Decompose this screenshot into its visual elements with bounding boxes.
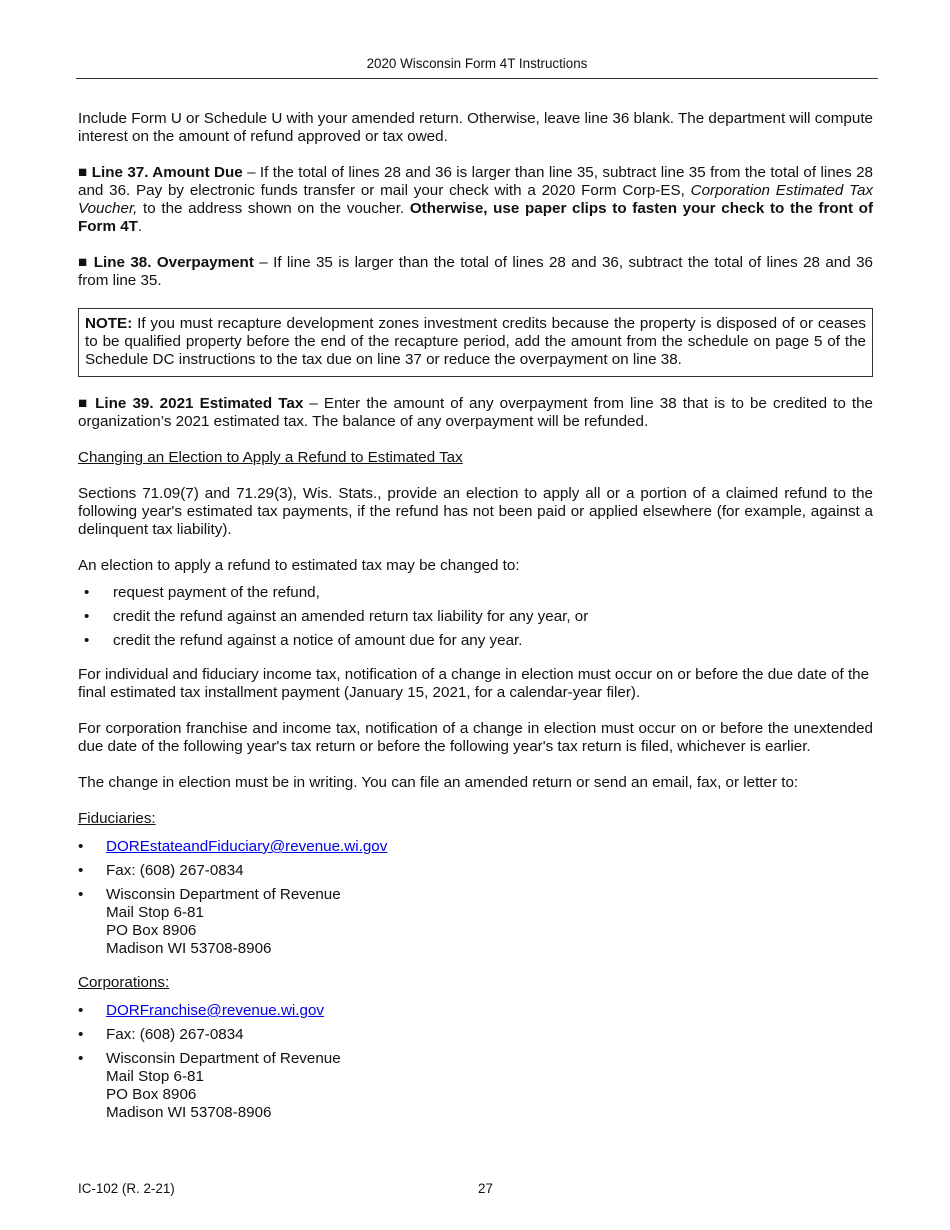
election-paragraph-5: The change in election must be in writing. You can file an amended return or send an email, fax, or letter to: xyxy=(78,774,799,791)
line-39-paragraph xyxy=(78,395,873,431)
election-paragraph-3: For individual and fiduciary income tax, notification of a change in election must occur on or before the due date of the final estimated tax installment payment (January 15, 2021, for a calendar-year filer). xyxy=(78,666,870,701)
election-paragraph-2: An election to apply a refund to estimated tax may be changed to: xyxy=(78,557,520,574)
election-heading-text: Changing an Election to Apply a Refund to Estimated Tax xyxy=(78,449,463,466)
note-text: If you must recapture development zones investment credits because the property is disposed of or ceases to be qualified property before the end of the recapture period, add the amount from the schedule on page 5 of the Schedule DC instructions to the tax due on line 37 or reduce the overpayment on line 38. xyxy=(85,315,866,368)
corporations-heading-text: Corporations: xyxy=(78,974,170,991)
list-item: • credit the refund against a notice of amount due for any year. xyxy=(78,632,873,650)
form-id: IC-102 (R. 2-21) xyxy=(78,1181,175,1196)
fiduciaries-email-link[interactable]: DOREstateandFiduciary@revenue.wi.gov xyxy=(106,838,388,855)
line-39-text: – Enter the amount of any overpayment from line 38 that is to be credited to the organization’s 2021 estimated tax. The balance of any overpayment will be refunded. xyxy=(78,395,873,430)
election-options-list xyxy=(78,584,873,650)
address-line: Madison WI 53708-8906 xyxy=(106,940,272,957)
line-39-heading: Line 39. 2021 Estimated Tax xyxy=(95,395,304,412)
page-header: 2020 Wisconsin Form 4T Instructions xyxy=(366,56,588,71)
line-38-text: – If line 35 is larger than the total of lines 28 and 36, subtract the total of lines 28 and 36 from line 35. xyxy=(78,254,873,289)
note-label: NOTE: xyxy=(85,315,133,332)
election-heading xyxy=(78,449,873,467)
line-37-paragraph xyxy=(78,164,873,236)
page-number: 27 xyxy=(478,1181,493,1196)
fiduciaries-heading xyxy=(78,810,873,828)
list-item: • credit the refund against an amended return tax liability for any year, or xyxy=(78,608,873,626)
address-line: • Wisconsin Department of Revenue xyxy=(106,1050,341,1067)
list-item: • request payment of the refund, xyxy=(78,584,873,602)
list-item: • Fax: (608) 267-0834 xyxy=(78,862,873,880)
note-box xyxy=(78,308,873,377)
line-37-heading: Line 37. Amount Due xyxy=(91,164,243,181)
address-line: Mail Stop 6-81 xyxy=(106,904,204,921)
list-item xyxy=(78,838,873,856)
square-bullet-icon: ■ xyxy=(78,254,94,271)
election-paragraph-4: For corporation franchise and income tax, notification of a change in election must occur on or before the unextended due date of the following year's tax return or before the following year's tax return is filed, whichever is earlier. xyxy=(78,720,873,755)
election-paragraph-1: Sections 71.09(7) and 71.29(3), Wis. Stats., provide an election to apply all or a portion of a claimed refund to the following year's estimated tax payments, if the refund has not been paid or applied elsewhere (for example, against a delinquent tax liability). xyxy=(78,485,873,538)
line-37-text: – If the total of lines 28 and 36 is larger than line 35, subtract line 35 from the total of lines 28 and 36. Pay by electronic funds transfer or mail your check with a 2020 Form Corp-ES, xyxy=(78,164,873,199)
square-bullet-icon: ■ xyxy=(78,164,92,181)
list-item: • Fax: (608) 267-0834 xyxy=(78,1026,873,1044)
corporations-contact-list xyxy=(78,1002,873,1122)
address-line: • Wisconsin Department of Revenue xyxy=(106,886,341,903)
address-line: PO Box 8906 xyxy=(106,1086,197,1103)
list-item xyxy=(78,886,873,958)
line-37-bold-instruction: Otherwise, use paper clips to fasten your check to the front of Form 4T xyxy=(78,200,874,235)
corporations-email-link[interactable]: DORFranchise@revenue.wi.gov xyxy=(106,1002,325,1019)
list-item xyxy=(78,1050,873,1122)
page-body xyxy=(78,110,873,1140)
square-bullet-icon: ■ xyxy=(78,395,96,412)
address-line: Madison WI 53708-8906 xyxy=(106,1104,272,1121)
fiduciaries-heading-text: Fiduciaries: xyxy=(78,810,156,827)
line-38-heading: Line 38. Overpayment xyxy=(93,254,254,271)
header-divider xyxy=(76,78,878,79)
corporations-heading xyxy=(78,974,873,992)
address-line: PO Box 8906 xyxy=(106,922,197,939)
fiduciaries-contact-list xyxy=(78,838,873,958)
list-item xyxy=(78,1002,873,1020)
line-37-voucher-title: Corporation Estimated Tax Voucher, xyxy=(78,182,874,217)
intro-paragraph: Include Form U or Schedule U with your amended return. Otherwise, leave line 36 blank. The department will compute interest on the amount of refund approved or tax owed. xyxy=(78,110,873,145)
line-37-text-2: to the address shown on the voucher. xyxy=(137,200,410,217)
address-line: Mail Stop 6-81 xyxy=(106,1068,204,1085)
line-38-paragraph xyxy=(78,254,873,290)
line-37-period: . xyxy=(137,218,143,235)
